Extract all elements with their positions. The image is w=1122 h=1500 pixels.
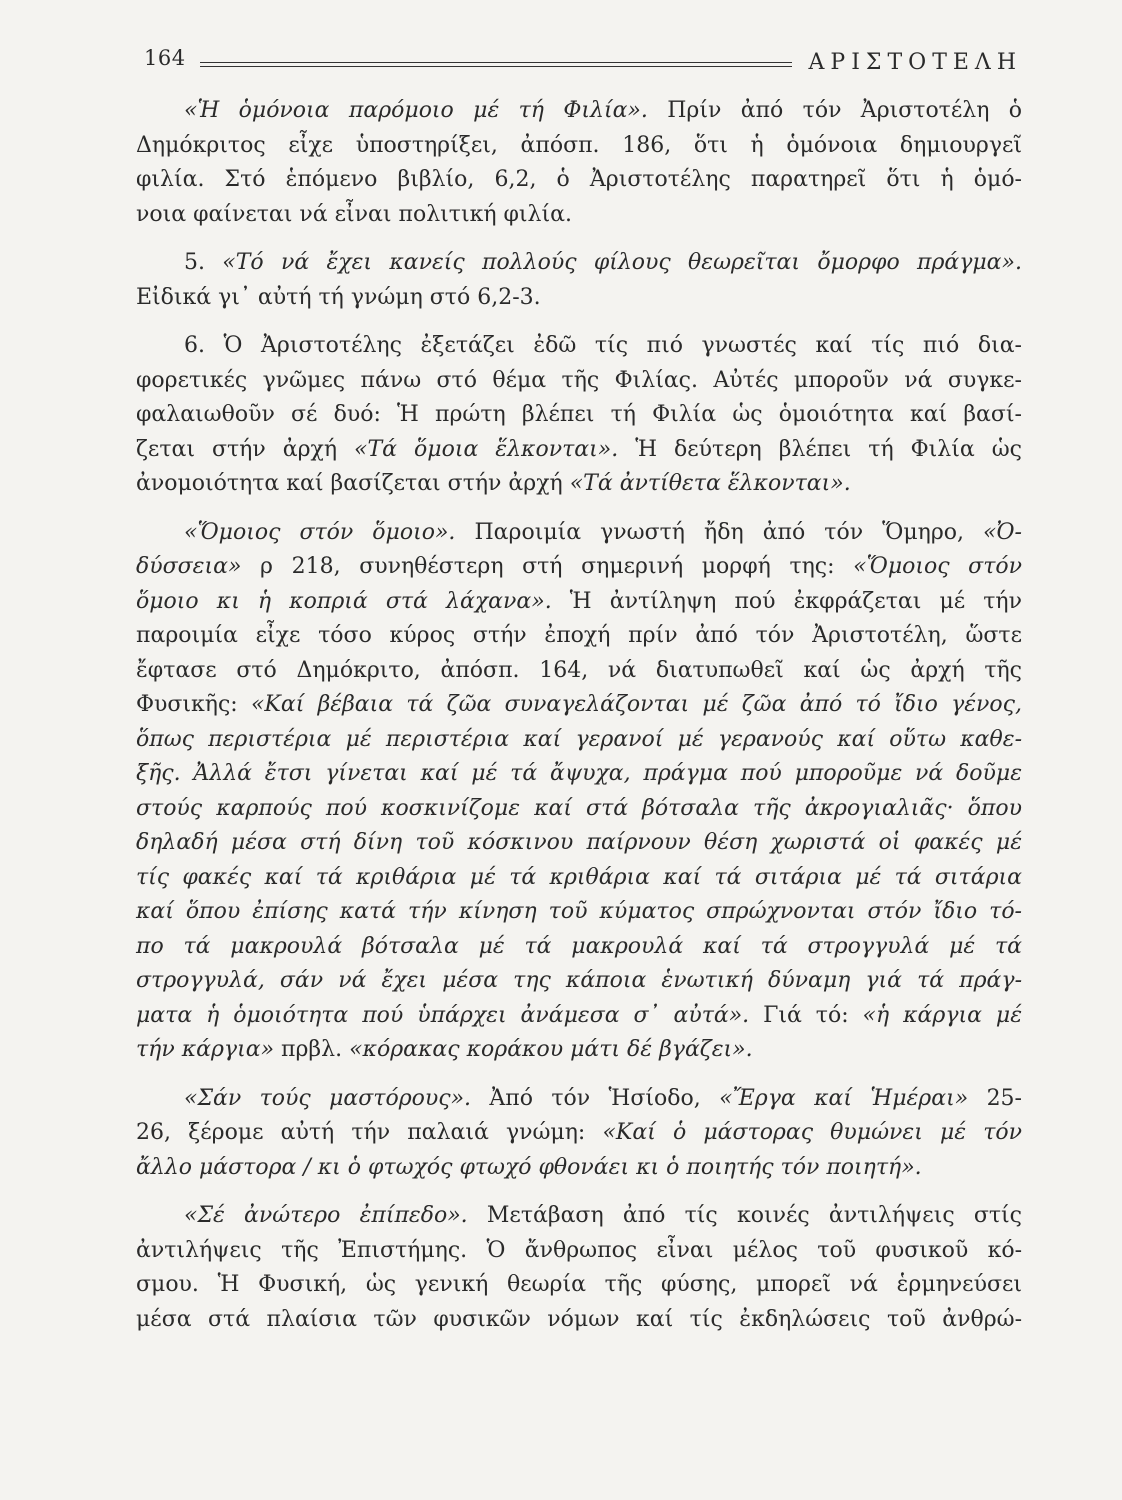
text-line — [136, 757, 1022, 792]
italic-quote: «Σέ ἀνώτερο ἐπίπεδο». — [184, 1203, 468, 1228]
text-run: σμου. Ἡ Φυσική, ὡς γενική θεωρία τῆς φύσης, μπορεῖ νά ἑρμηνεύσει — [136, 1272, 1022, 1297]
text-line — [136, 619, 1022, 654]
text-run: ζεται στήν ἀρχή — [136, 436, 355, 462]
text-line — [136, 688, 1022, 723]
page-header — [136, 38, 1022, 78]
text-run: ρ 218, συνηθέστερη στή σημερινή μορφή της: — [241, 554, 854, 579]
text-line — [136, 94, 1022, 129]
italic-quote: ματα ἡ ὁμοιότητα πού ὑπάρχει ἀνάμεσα σ᾿ αὐτά». — [136, 1002, 750, 1028]
text-run: φαλαιωθοῦν σέ δυό: Ἡ πρώτη βλέπει τή Φιλία ὡς ὁμοιότητα καί βασί- — [136, 402, 1022, 427]
running-head: ΑΡΙΣΤΟΤΕΛΗ — [808, 50, 1022, 75]
text-line — [136, 792, 1022, 827]
italic-quote: «Σάν τούς μαστόρους». — [184, 1085, 472, 1111]
text-line — [136, 1082, 1022, 1117]
italic-quote: τήν κάργια» — [136, 1037, 275, 1062]
text-line — [136, 550, 1022, 585]
italic-quote: «Ὅμοιος στόν ὅμοιο». — [184, 519, 456, 545]
text-run: Παροιμία γνωστή ἤδη ἀπό τόν Ὅμηρο, — [455, 519, 984, 545]
text-line — [136, 861, 1022, 896]
italic-quote: στούς καρπούς πού κοσκινίζομε καί στά βότσαλα τῆς ἀκρογιαλιᾶς· ὅπου — [136, 795, 1022, 821]
text-run: Δημόκριτος εἶχε ὑποστηρίξει, ἀπόσπ. 186, ὅτι ἡ ὁμόνοια δημιουργεῖ — [136, 132, 1022, 158]
italic-quote: «Τά ἀντίθετα ἕλκονται». — [569, 471, 851, 496]
italic-quote: ἄλλο μάστορα / κι ὁ φτωχός φτωχό φθονάει κι ὁ ποιητής τόν ποιητή». — [136, 1154, 922, 1180]
text-run: Εἰδικά γι᾿ αὐτή τή γνώμη στό 6,2-3. — [136, 284, 541, 310]
text-run: 5. — [184, 250, 223, 275]
text-line — [136, 281, 1022, 316]
paragraph — [136, 94, 1022, 232]
italic-quote: ξῆς. Ἀλλά ἔτσι γίνεται καί μέ τά ἄψυχα, πράγμα πού μποροῦμε νά δοῦμε — [136, 761, 1022, 786]
italic-quote: «Ὅμοιος στόν — [853, 554, 1022, 579]
text-run: μέσα στά πλαίσια τῶν φυσικῶν νόμων καί τίς ἐκδηλώσεις τοῦ ἀνθρώ- — [136, 1306, 1022, 1332]
text-line — [136, 467, 1022, 502]
text-line — [136, 433, 1022, 468]
text-line — [136, 163, 1022, 198]
text-line — [136, 895, 1022, 930]
italic-quote: στρογγυλά, σάν νά ἔχει μέσα της κάποια ἑνωτική δύναμη γιά τά πράγ- — [136, 968, 1022, 993]
paragraph — [136, 516, 1022, 1068]
italic-quote: «Καί βέβαια τά ζῶα συναγελάζονται μέ ζῶα ἀπό τό ἴδιο γένος, — [250, 692, 1022, 717]
commentary-body — [136, 94, 1022, 1337]
text-line — [136, 1234, 1022, 1269]
text-line — [136, 129, 1022, 164]
text-run: ἔφτασε στό Δημόκριτο, ἀπόσπ. 164, νά διατυπωθεῖ καί ὡς ἀρχή τῆς — [136, 657, 1022, 683]
text-line — [136, 1268, 1022, 1303]
paragraph — [136, 1199, 1022, 1337]
text-line — [136, 723, 1022, 758]
italic-quote: ὅμοιο κι ἡ κοπριά στά λάχανα». — [136, 588, 552, 614]
italic-quote: δηλαδή μέσα στή δίνη τοῦ κόσκινου παίρνουν θέση χωριστά οἱ φακές μέ — [136, 830, 1022, 855]
text-run: Ἡ δεύτερη βλέπει τή Φιλία ὡς — [618, 436, 1022, 462]
text-run: Πρίν ἀπό τόν Ἀριστοτέλη ὁ — [647, 98, 1022, 123]
text-line — [136, 1151, 1022, 1186]
text-line — [136, 999, 1022, 1034]
paragraph — [136, 329, 1022, 502]
text-line — [136, 516, 1022, 551]
text-run: Γιά τό: — [749, 1002, 863, 1028]
text-run: 6. Ὁ Ἀριστοτέλης ἐξετάζει ἐδῶ τίς πιό γνωστές καί τίς πιό δια- — [184, 333, 1022, 358]
italic-quote: «ἡ κάργια μέ — [862, 1002, 1022, 1028]
italic-quote: «Καί ὁ μάστορας θυμώνει μέ τόν — [602, 1120, 1023, 1145]
paragraph — [136, 246, 1022, 315]
text-run: φιλία. Στό ἑπόμενο βιβλίο, 6,2, ὁ Ἀριστοτέλης παρατηρεῖ ὅτι ἡ ὁμό- — [136, 167, 1022, 192]
text-line — [136, 1303, 1022, 1338]
text-line — [136, 930, 1022, 965]
italic-quote: «Τά ὅμοια ἕλκονται». — [354, 436, 619, 462]
text-run: φορετικές γνῶμες πάνω στό θέμα τῆς Φιλίας. Αὐτές μποροῦν νά συγκε- — [136, 367, 1022, 393]
text-line — [136, 826, 1022, 861]
text-line — [136, 964, 1022, 999]
italic-quote: καί ὅπου ἐπίσης κατά τήν κίνηση τοῦ κύματος σπρώχνονται στόν ἴδιο τό- — [136, 899, 1022, 924]
italic-quote: «Ὀ- — [983, 519, 1022, 545]
paragraph — [136, 1082, 1022, 1186]
italic-quote: πο τά μακρουλά βότσαλα μέ τά μακρουλά καί τά στρογγυλά μέ τά — [136, 933, 1022, 959]
italic-quote: δύσσεια» — [136, 554, 242, 579]
italic-quote: «Ἔργα καί Ἡμέραι» — [719, 1085, 969, 1111]
italic-quote: «κόρακας κοράκου μάτι δέ βγάζει». — [349, 1037, 753, 1062]
text-line — [136, 329, 1022, 364]
text-line — [136, 364, 1022, 399]
text-line — [136, 1033, 1022, 1068]
italic-quote: τίς φακές καί τά κριθάρια μέ τά κριθάρια καί τά σιτάρια μέ τά σιτάρια — [136, 864, 1022, 890]
text-line — [136, 585, 1022, 620]
text-line — [136, 398, 1022, 433]
text-run: ἀντιλήψεις τῆς Ἐπιστήμης. Ὁ ἄνθρωπος εἶναι μέλος τοῦ φυσικοῦ κό- — [136, 1237, 1022, 1263]
text-run: νοια φαίνεται νά εἶναι πολιτική φιλία. — [136, 201, 572, 227]
header-double-rule — [200, 62, 792, 67]
text-run: ἀνομοιότητα καί βασίζεται στήν ἀρχή — [136, 471, 570, 496]
italic-quote: «Τό νά ἔχει κανείς πολλούς φίλους θεωρεῖται ὄμορφο πράγμα». — [222, 250, 1022, 275]
text-run: Φυσικῆς: — [136, 692, 251, 717]
text-line — [136, 246, 1022, 281]
text-run: παροιμία εἶχε τόσο κύρος στήν ἐποχή πρίν ἀπό τόν Ἀριστοτέλη, ὥστε — [136, 623, 1022, 648]
page-number: 164 — [144, 46, 186, 70]
text-line — [136, 198, 1022, 233]
text-run: 26, ξέρομε αὐτή τήν παλαιά γνώμη: — [136, 1120, 603, 1145]
italic-quote: «Ἡ ὁμόνοια παρόμοιο μέ τή Φιλία». — [184, 98, 648, 123]
text-line — [136, 654, 1022, 689]
text-run: Μετάβαση ἀπό τίς κοινές ἀντιλήψεις στίς — [467, 1203, 1022, 1228]
text-run: Ἀπό τόν Ἡσίοδο, — [471, 1085, 720, 1111]
italic-quote: ὅπως περιστέρια μέ περιστέρια καί γερανοί μέ γερανούς καί οὕτω καθε- — [136, 726, 1022, 752]
text-run: πρβλ. — [274, 1037, 350, 1062]
text-run: Ἡ ἀντίληψη πού ἐκφράζεται μέ τήν — [551, 588, 1022, 614]
text-line — [136, 1199, 1022, 1234]
text-run: 25- — [968, 1085, 1022, 1111]
text-line — [136, 1116, 1022, 1151]
